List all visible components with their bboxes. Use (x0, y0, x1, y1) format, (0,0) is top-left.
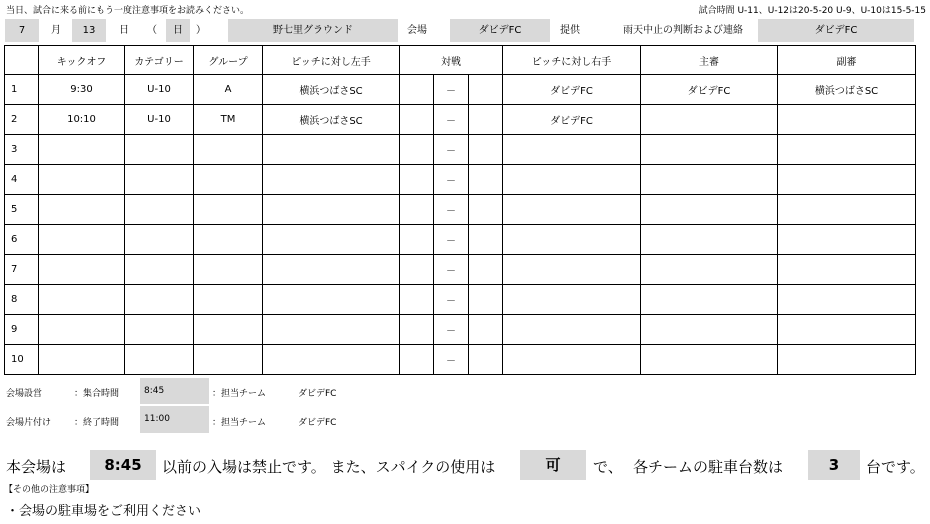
right-team-cell (503, 165, 641, 195)
setup-team-label: ：担当チーム (212, 389, 267, 399)
referee-cell (641, 345, 778, 375)
provide-label: 提供 (560, 25, 580, 36)
kickoff-cell (39, 195, 125, 225)
vs-left-cell (400, 345, 434, 375)
vs-mark-cell: － (434, 315, 469, 345)
vs-left-cell (400, 135, 434, 165)
vs-right-cell (469, 105, 503, 135)
right-team-cell (503, 195, 641, 225)
row-number: 4 (5, 165, 39, 195)
vs-right-cell (469, 255, 503, 285)
referee-cell (641, 285, 778, 315)
group-cell (194, 165, 263, 195)
right-team-cell: ダビデFC (503, 75, 641, 105)
kickoff-cell (39, 285, 125, 315)
right-team-cell (503, 255, 641, 285)
group-cell (194, 285, 263, 315)
setup-time: 8:45 (140, 378, 209, 404)
rules-prefix: 本会場は (6, 458, 67, 476)
row-number: 3 (5, 135, 39, 165)
table-row (5, 75, 916, 105)
table-row (5, 105, 916, 135)
ground-name: 野七里グラウンド (228, 19, 398, 42)
vs-mark-cell: － (434, 195, 469, 225)
row-number: 7 (5, 255, 39, 285)
paren-open: （ (147, 25, 157, 36)
vs-left-cell (400, 315, 434, 345)
row-number: 2 (5, 105, 39, 135)
row-number: 6 (5, 225, 39, 255)
category-cell (125, 345, 194, 375)
month-label: 月 (51, 25, 61, 36)
rain-label: 雨天中止の判断および連絡 (623, 25, 743, 36)
category-cell (125, 225, 194, 255)
left-team-cell (263, 285, 400, 315)
vs-right-cell (469, 165, 503, 195)
group-cell: TM (194, 105, 263, 135)
table-row (5, 285, 916, 315)
col-header-category: カテゴリー (125, 46, 194, 75)
weekday-value: 日 (166, 19, 190, 42)
left-team-cell: 横浜つばさSC (263, 75, 400, 105)
vs-right-cell (469, 195, 503, 225)
other-notes-heading: 【その他の注意事項】 (4, 485, 95, 495)
spike-value: 可 (520, 450, 586, 480)
match-time-note: 試合時間 U-11、U-12は20-5-20 U-9、U-10は15-5-15 (698, 6, 926, 16)
assistant-cell (778, 165, 916, 195)
cleanup-label: 会場片付け (6, 418, 52, 428)
notice-text: 当日、試合に来る前にもう一度注意事項をお読みください。 (6, 6, 250, 16)
kickoff-cell: 10:10 (39, 105, 125, 135)
kickoff-cell (39, 345, 125, 375)
cleanup-team: ダビデFC (298, 418, 337, 428)
category-cell (125, 135, 194, 165)
table-body (5, 75, 916, 375)
rain-contact: ダビデFC (758, 19, 914, 42)
vs-left-cell (400, 285, 434, 315)
vs-left-cell (400, 255, 434, 285)
assistant-cell (778, 255, 916, 285)
col-header-assistant: 副審 (778, 46, 916, 75)
kickoff-cell (39, 225, 125, 255)
referee-cell (641, 105, 778, 135)
referee-cell (641, 195, 778, 225)
row-number: 5 (5, 195, 39, 225)
table-row (5, 225, 916, 255)
assistant-cell (778, 225, 916, 255)
assistant-cell: 横浜つばさSC (778, 75, 916, 105)
left-team-cell (263, 345, 400, 375)
setup-time-label: ：集合時間 (74, 389, 120, 399)
cleanup-time: 11:00 (140, 406, 209, 433)
vs-mark-cell: － (434, 105, 469, 135)
left-team-cell (263, 135, 400, 165)
referee-cell (641, 165, 778, 195)
assistant-cell (778, 135, 916, 165)
referee-cell (641, 135, 778, 165)
right-team-cell (503, 285, 641, 315)
venue-provider: ダビデFC (450, 19, 550, 42)
right-team-cell: ダビデFC (503, 105, 641, 135)
vs-left-cell (400, 75, 434, 105)
vs-mark-cell: － (434, 285, 469, 315)
assistant-cell (778, 315, 916, 345)
group-cell (194, 315, 263, 345)
month-value: 7 (5, 19, 39, 42)
cleanup-time-label: ：終了時間 (74, 418, 120, 428)
setup-label: 会場設営 (6, 389, 43, 399)
setup-team: ダビデFC (298, 389, 337, 399)
row-number: 8 (5, 285, 39, 315)
referee-cell: ダビデFC (641, 75, 778, 105)
vs-mark-cell: － (434, 165, 469, 195)
rules-mid1: 以前の入場は禁止です。 また、スパイクの使用は (162, 458, 496, 476)
vs-mark-cell: － (434, 255, 469, 285)
category-cell (125, 315, 194, 345)
kickoff-cell (39, 165, 125, 195)
paren-close: ） (196, 25, 206, 36)
kickoff-cell (39, 255, 125, 285)
rules-mid3: 各チームの駐車台数は (633, 458, 784, 476)
col-header-left-team: ピッチに対し左手 (263, 46, 400, 75)
vs-left-cell (400, 105, 434, 135)
category-cell (125, 285, 194, 315)
vs-right-cell (469, 345, 503, 375)
category-cell (125, 255, 194, 285)
cleanup-team-label: ：担当チーム (212, 418, 267, 428)
referee-cell (641, 225, 778, 255)
vs-left-cell (400, 195, 434, 225)
assistant-cell (778, 105, 916, 135)
table-row (5, 255, 916, 285)
day-label: 日 (119, 25, 129, 36)
row-number: 9 (5, 315, 39, 345)
category-cell (125, 195, 194, 225)
group-cell (194, 225, 263, 255)
left-team-cell (263, 195, 400, 225)
group-cell (194, 135, 263, 165)
table-row (5, 135, 916, 165)
table-row (5, 195, 916, 225)
right-team-cell (503, 135, 641, 165)
kickoff-cell (39, 135, 125, 165)
row-number: 1 (5, 75, 39, 105)
assistant-cell (778, 195, 916, 225)
col-header-group: グループ (194, 46, 263, 75)
vs-left-cell (400, 225, 434, 255)
rules-mid2: で、 (593, 458, 623, 476)
vs-right-cell (469, 135, 503, 165)
kickoff-cell: 9:30 (39, 75, 125, 105)
vs-mark-cell: － (434, 225, 469, 255)
left-team-cell (263, 225, 400, 255)
left-team-cell (263, 255, 400, 285)
right-team-cell (503, 315, 641, 345)
left-team-cell: 横浜つばさSC (263, 105, 400, 135)
category-cell: U-10 (125, 105, 194, 135)
vs-right-cell (469, 315, 503, 345)
col-header-right-team: ピッチに対し右手 (503, 46, 641, 75)
vs-mark-cell: － (434, 75, 469, 105)
other-notes-item: ・会場の駐車場をご利用ください (6, 504, 202, 519)
col-header-referee: 主審 (641, 46, 778, 75)
col-header-match: 対戦 (400, 46, 503, 75)
vs-right-cell (469, 225, 503, 255)
referee-cell (641, 315, 778, 345)
vs-mark-cell: － (434, 345, 469, 375)
vs-left-cell (400, 165, 434, 195)
table-row (5, 315, 916, 345)
left-team-cell (263, 165, 400, 195)
assistant-cell (778, 345, 916, 375)
table-row (5, 345, 916, 375)
entry-time-value: 8:45 (90, 450, 156, 480)
right-team-cell (503, 225, 641, 255)
right-team-cell (503, 345, 641, 375)
vs-mark-cell: － (434, 135, 469, 165)
category-cell: U-10 (125, 75, 194, 105)
col-header-number (5, 46, 39, 75)
group-cell (194, 255, 263, 285)
referee-cell (641, 255, 778, 285)
schedule-table (4, 45, 916, 375)
left-team-cell (263, 315, 400, 345)
group-cell (194, 195, 263, 225)
category-cell (125, 165, 194, 195)
table-row (5, 165, 916, 195)
table-header-row (5, 46, 916, 75)
venue-label: 会場 (407, 25, 427, 36)
kickoff-cell (39, 315, 125, 345)
vs-right-cell (469, 75, 503, 105)
row-number: 10 (5, 345, 39, 375)
day-value: 13 (72, 19, 106, 42)
assistant-cell (778, 285, 916, 315)
col-header-kickoff: キックオフ (39, 46, 125, 75)
parking-value: 3 (808, 450, 860, 480)
group-cell: A (194, 75, 263, 105)
group-cell (194, 345, 263, 375)
rules-suffix: 台です。 (866, 458, 925, 476)
vs-right-cell (469, 285, 503, 315)
